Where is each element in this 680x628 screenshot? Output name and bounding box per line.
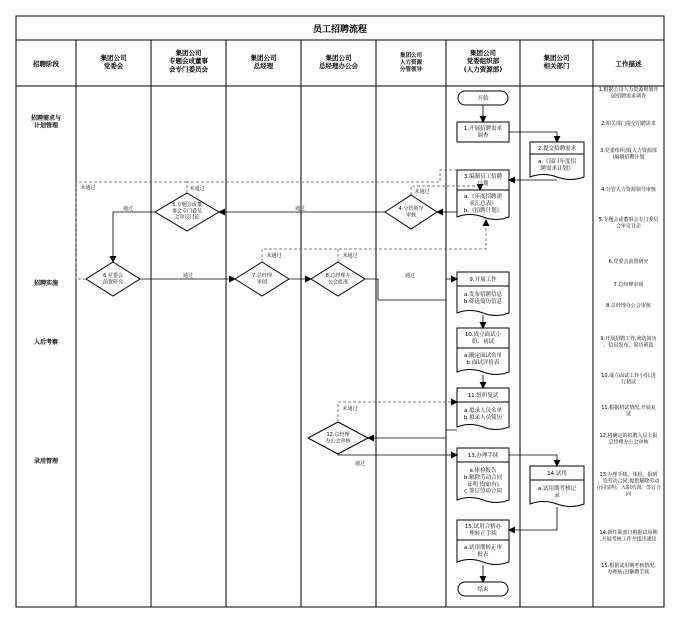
label-fail-12: 未通过: [342, 406, 358, 412]
node-9-doc-label: [464, 290, 503, 305]
text-line: 批表: [477, 551, 489, 558]
text-line: 6.党委会: [103, 273, 123, 279]
text-line: 证明书(如有): [467, 481, 499, 488]
text-line: 人力资源: [399, 59, 423, 66]
text-line: b.筛选简历信息: [463, 298, 503, 305]
label-pass-8: 通过: [404, 273, 416, 279]
text-line: 组、初试: [471, 338, 495, 345]
text-line: 总经理办公会审核: [608, 439, 649, 446]
label-pass-6: 通过: [182, 273, 194, 279]
work-description-4: [601, 186, 657, 193]
text-line: 6.党委会前置研究: [608, 259, 649, 265]
node-15-label: [465, 522, 502, 537]
text-line: a.试用期转正审: [463, 545, 503, 551]
text-line: 前置研究: [102, 279, 124, 286]
text-line: 办理转正/解聘手续: [607, 569, 650, 576]
text-line: 5.专题会或董事会专门委员: [598, 217, 659, 223]
text-line: a.《部门年度招: [537, 159, 577, 165]
edge-labels: [80, 184, 429, 467]
text-line: 同: [625, 491, 632, 498]
text-line: 事会专门委员: [171, 208, 203, 215]
text-line: 12.总经理: [326, 432, 350, 438]
text-line: 总经理: [253, 62, 274, 71]
work-description-11: [601, 404, 656, 418]
stage-labels: [30, 114, 61, 465]
text-line: 3.编制员工招聘: [463, 174, 503, 180]
text-line: 相关部门: [543, 62, 570, 71]
stage-assessment: [34, 338, 58, 346]
work-description-2: [601, 120, 656, 127]
text-line: 2.相关部门提交招聘需求: [601, 121, 656, 127]
work-description-13: [596, 471, 661, 498]
text-line: 7.总经理: [252, 273, 272, 279]
text-line: 行初试: [620, 379, 637, 386]
text-line: a.拟录人员名单: [463, 408, 503, 414]
node-11-doc-label: [464, 406, 503, 421]
text-line: 集团公司: [175, 49, 202, 57]
col-header-special-committee: [169, 48, 209, 73]
work-description-5: [599, 216, 660, 230]
text-line: 、信息发布、简历筛选: [603, 342, 654, 349]
text-line: 15.试用合格办: [464, 524, 502, 530]
text-line: 入后考察: [33, 339, 59, 346]
text-line: 党委会: [103, 62, 124, 71]
text-line: 审阅: [256, 279, 268, 286]
text-line: 聘需求计划》: [540, 165, 574, 172]
node-5-label: [172, 201, 203, 221]
col-header-party-committee: [101, 53, 128, 70]
label-fail-5: 未通过: [189, 186, 205, 192]
text-line: b.《招聘计划》: [463, 207, 503, 214]
work-description-14: [600, 529, 658, 543]
col-header-gm-office-meeting: [319, 53, 359, 70]
text-line: 招聘阶段: [33, 60, 59, 68]
work-description-9: [600, 335, 656, 349]
text-line: 办公会审核: [325, 438, 351, 445]
text-line: 、签劳动合同;提供解除劳动: [597, 478, 660, 485]
node-11-label: 11.组织复试: [467, 393, 499, 399]
text-line: 招聘需求与: [30, 115, 62, 122]
label-fail-6: 未通过: [80, 185, 96, 191]
label-pass-12: 通过: [354, 461, 366, 467]
text-line: a.确定面试名单: [463, 353, 503, 359]
text-line: 理转正手续: [469, 530, 497, 537]
text-line: 分管领导: [399, 66, 423, 73]
stage-implementation: [33, 279, 58, 287]
text-line: b.面试评价表: [466, 359, 500, 366]
node-6-label: [103, 272, 123, 285]
text-line: 4.分管领导: [398, 206, 424, 212]
text-line: 10.成立面试工作小组,进: [601, 373, 656, 379]
text-line: 1.开展招聘需求: [463, 126, 503, 132]
text-line: a.《年度招聘需: [463, 194, 503, 200]
text-line: 审核: [405, 212, 417, 219]
work-description-8: [606, 302, 652, 309]
text-line: a.发布招聘信息: [463, 292, 503, 298]
column-dividers: [76, 40, 593, 607]
text-line: 15.根据试用期考核情况,: [601, 563, 656, 569]
label-fail-4: 未通过: [414, 189, 430, 195]
work-description-15: [601, 562, 656, 576]
col-header-hr-department: [464, 48, 502, 73]
work-descriptions: [596, 86, 661, 576]
text-line: 集团公司: [399, 53, 423, 59]
label-fail-8: 未通过: [342, 253, 358, 259]
text-line: 调查: [477, 132, 489, 139]
end-label: 结束: [477, 587, 489, 593]
col-header-general-manager: [251, 53, 278, 70]
text-line: 5.专题会或董: [172, 202, 202, 208]
text-line: 计划管理: [33, 122, 59, 130]
text-line: (人力资源部): [463, 65, 503, 74]
text-line: )编制招聘计划: [612, 154, 645, 161]
text-line: 8.总经理办: [325, 273, 351, 279]
text-line: 总经理办公会: [319, 62, 358, 71]
text-line: 公会批准: [327, 279, 349, 286]
text-line: 试: [625, 411, 632, 418]
column-headers: [32, 48, 642, 73]
col-header-hr-leader: [399, 51, 423, 73]
outer-frame: [16, 16, 664, 607]
text-line: ,开展考核工作并提出建议: [600, 536, 657, 543]
text-line: 招聘实施: [33, 280, 59, 287]
text-line: 党委组织部: [466, 57, 500, 66]
text-line: 专题会成董事: [169, 57, 208, 66]
work-description-3: [600, 147, 657, 161]
node-12-label: [325, 431, 351, 444]
stage-planning: [30, 114, 61, 130]
text-line: 4.分管人力资源领导审核: [601, 187, 656, 193]
text-line: 8.总经理办公会审核: [606, 303, 651, 309]
start-label: 开始: [477, 96, 489, 102]
col-header-related-departments: [544, 53, 571, 70]
node-2-doc-label: [538, 157, 577, 172]
node-10-doc-label: [464, 351, 503, 366]
text-line: 会审议讨论: [174, 214, 200, 221]
text-line: 求汇总表》: [469, 200, 497, 207]
work-description-7: [614, 281, 644, 288]
text-line: 14.新任职部门根据试用期: [599, 530, 658, 536]
text-line: a.体检报告: [469, 468, 497, 474]
text-line: 集团公司: [100, 54, 127, 62]
text-line: c.签订劳动合同: [464, 488, 502, 495]
node-14-label: 14.试用: [547, 471, 567, 477]
text-line: 录: [554, 492, 560, 499]
node-3-doc-label: [464, 192, 503, 214]
text-line: 9.开展招聘工作,筛选简历: [600, 336, 657, 342]
text-line: 12.将确定的拟聘人员上报: [599, 433, 658, 439]
work-description-6: [609, 258, 649, 265]
text-line: 录用管理: [33, 458, 59, 465]
work-description-12: [600, 432, 658, 446]
work-description-10: [601, 372, 656, 386]
text-line: 展招聘需求调查: [610, 93, 647, 100]
text-line: 会专门委员会: [169, 65, 208, 74]
text-line: 工作描述: [615, 60, 642, 68]
node-13-label: 13.办理手续: [467, 453, 499, 459]
text-line: 会审议讨论: [615, 223, 642, 230]
text-line: 11.根据初试情况,开展复: [601, 405, 656, 411]
node-9-label: 9.开展工作: [469, 277, 497, 283]
text-line: 集团公司: [250, 54, 277, 62]
text-line: 计划: [477, 180, 489, 187]
stage-hiring: [34, 457, 59, 465]
text-line: 集团公司: [543, 54, 570, 62]
label-fail-7: 未通过: [266, 253, 282, 259]
text-line: 3.党委组织部(人力资源部: [600, 148, 657, 154]
node-2-label: 2.提交招聘需求: [537, 146, 577, 152]
col-header-stage: [32, 59, 60, 68]
text-line: b.拟录人员简历: [463, 414, 503, 421]
text-line: 10.成立面试小: [464, 332, 502, 338]
col-header-work-description: [616, 59, 643, 68]
text-line: 集团公司: [325, 54, 352, 62]
text-line: 集团公司: [470, 49, 496, 57]
work-description-1: [599, 86, 659, 100]
text-line: a.试用期考核记: [537, 486, 577, 492]
label-pass-5: 通过: [122, 206, 134, 212]
label-pass-4: 通过: [294, 206, 306, 212]
text-line: 7.总经理审阅: [613, 282, 644, 288]
text-line: 13.办理手续。体检、报到: [599, 472, 658, 478]
text-line: 1.根据公司人力资源规划开: [598, 87, 659, 93]
text-line: 合同证明、入职培训、签订合: [595, 485, 662, 491]
node-8-label: [326, 272, 352, 285]
text-line: b.解除劳动合同: [463, 474, 503, 481]
page-title: 员工招聘流程: [312, 25, 368, 35]
